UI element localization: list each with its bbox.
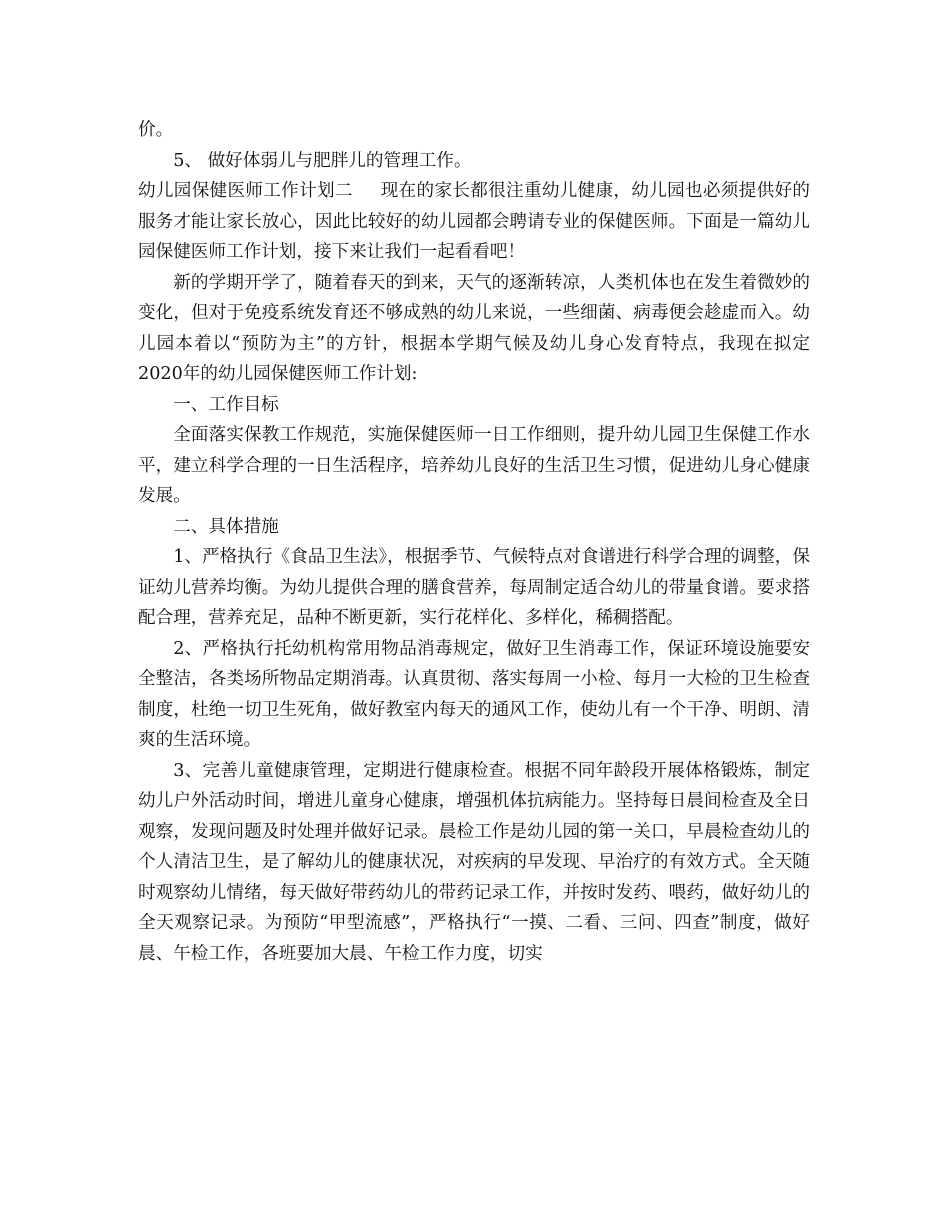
paragraph-measure-2: 2、严格执行托幼机构常用物品消毒规定，做好卫生消毒工作，保证环境设施要安全整洁，各类场所物品定期消毒。认真贯彻、落实每周一小检、每月一大检的卫生检查制度，杜绝一切卫生死角，做好教室内每天的通风工作，使幼儿有一个干净、明朗、清爽的生活环境。 (138, 638, 810, 750)
section-heading: 幼儿园保健医师工作计划二 (138, 181, 353, 201)
section-title-measures: 二、具体措施 (173, 516, 279, 537)
document-body (138, 115, 810, 969)
paragraph-item-5: 5、 做好体弱儿与肥胖儿的管理工作。 (173, 150, 472, 171)
paragraph-measure-3: 3、完善儿童健康管理，定期进行健康检查。根据不同年龄段开展体格锻炼，制定幼儿户外活动时间，增进儿童身心健康，增强机体抗病能力。坚持每日晨间检查及全日观察，发现问题及时处理并做好记录。晨检工作是幼儿园的第一关口，早晨检查幼儿的个人清洁卫生，是了解幼儿的健康状况，对疾病的早发现、早治疗的有效方式。全天随时观察幼儿情绪，每天做好带药幼儿的带药记录工作，并按时发药、喂药，做好幼儿的全天观察记录。为预防“甲型流感”，严格执行“一摸、二看、三问、四查”制度，做好晨、午检工作，各班要加大晨、午检工作力度，切实 (138, 760, 810, 964)
paragraph-plan-two-intro (138, 176, 810, 268)
paragraph-semester-intro: 新的学期开学了，随着春天的到来，天气的逐渐转凉，人类机体也在发生着微妙的变化，但对于免疫系统发育还不够成熟的幼儿来说，一些细菌、病毒便会趁虚而入。幼儿园本着以“预防为主”的方针，根据本学期气候及幼儿身心发育特点，我现在拟定2020年的幼儿园保健医师工作计划: (138, 272, 810, 384)
section-title-goals: 一、工作目标 (173, 394, 279, 415)
paragraph-measure-1: 1、严格执行《食品卫生法》，根据季节、气候特点对食谱进行科学合理的调整，保证幼儿营养均衡。为幼儿提供合理的膳食营养，每周制定适合幼儿的带量食谱。要求搭配合理，营养充足，品种不断更新，实行花样化、多样化，稀稠搭配。 (138, 547, 810, 628)
paragraph-goals: 全面落实保教工作规范，实施保健医师一日工作细则，提升幼儿园卫生保健工作水平，建立科学合理的一日生活程序，培养幼儿良好的生活卫生习惯，促进幼儿身心健康发展。 (138, 425, 810, 506)
intro-text: 现在的家长都很注重幼儿健康，幼儿园也必须提供好的服务才能让家长放心，因此比较好的幼儿园都会聘请专业的保健医师。下面是一篇幼儿园保健医师工作计划，接下来让我们一起看看吧！ (138, 181, 810, 262)
paragraph-continuation: 价。 (138, 120, 174, 140)
